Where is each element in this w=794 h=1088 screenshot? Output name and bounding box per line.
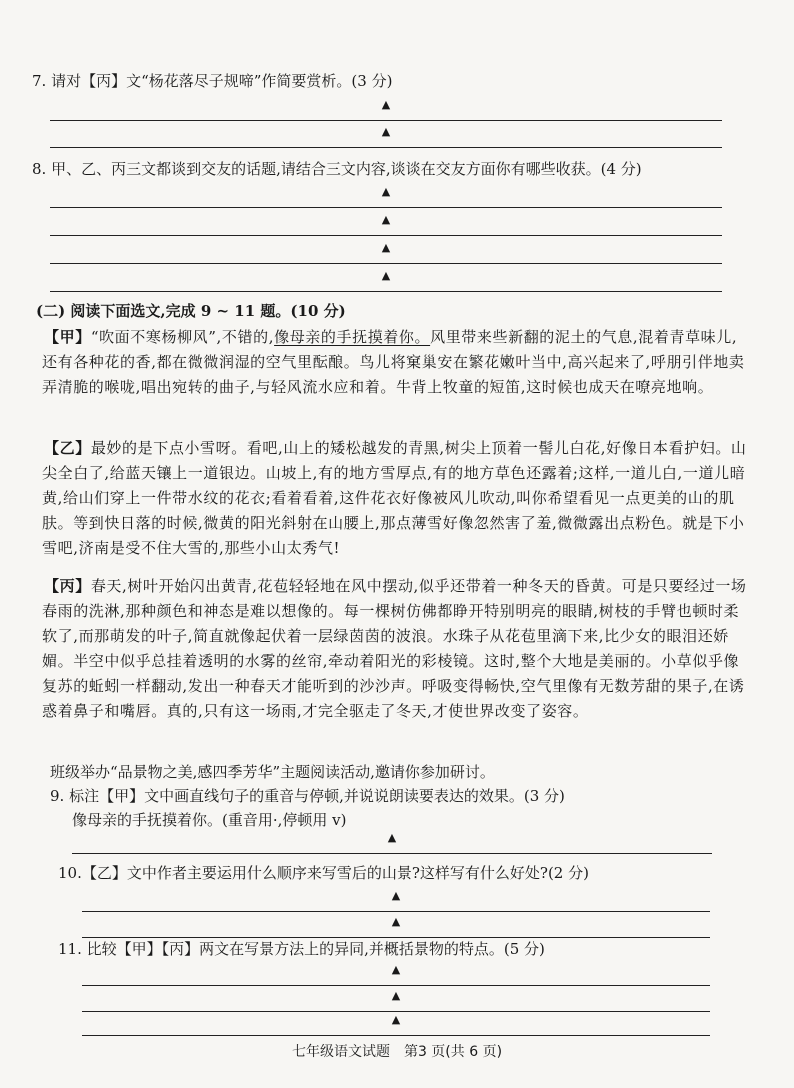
passage-text: 最妙的是下点小雪呀。看吧,山上的矮松越发的青黑,树尖上顶着一髻儿白花,好像日本看护妇。山尖全白了,给蓝天镶上一道银边。山坡上,有的地方雪厚点,有的地方草色还露着;这样,一道儿白,一道儿暗黄,给山们穿上一件带水纹的花衣;看着看着,这件花衣好像被风儿吹动,叫你希望看见一点更美的山的肌肤。等到快日落的时候,微黄的阳光斜射在山腰上,那点薄雪好像忽然害了羞,微微露出点粉色。就是下小雪吧,济南是受不住大雪的,那些小山太秀气! [42, 439, 747, 557]
passage-text: “吹面不寒杨柳风”,不错的, [90, 328, 275, 346]
answer-marker-icon: ▲ [387, 831, 397, 844]
answer-line[interactable] [50, 240, 722, 268]
section-title: (二) 阅读下面选文,完成 9 ~ 11 题。(10 分) [36, 302, 346, 320]
passage-jia [42, 325, 748, 425]
answer-marker-icon: ▲ [391, 889, 401, 902]
answer-line[interactable] [82, 962, 710, 990]
answer-line[interactable] [82, 1012, 710, 1040]
answer-line[interactable] [50, 124, 722, 152]
passage-yi [42, 436, 748, 566]
page-footer: 七年级语文试题 第3 页(共 6 页) [291, 1044, 503, 1060]
passage-text: 春天,树叶开始闪出黄青,花苞轻轻地在风中摆动,似乎还带着一种冬天的昏黄。可是只要经过一场春雨的洗淋,那种颜色和神态是难以想像的。每一棵树仿佛都睁开特别明亮的眼睛,树枝的手臂也顿时柔软了,而那萌发的叶子,简直就像起伏着一层绿茵茵的波浪。水珠子从花苞里滴下来,比少女的眼泪还娇媚。半空中似乎总挂着透明的水雾的丝帘,牵动着阳光的彩棱镜。这时,整个大地是美丽的。小草似乎像复苏的蚯蚓一样翻动,发出一种春天才能听到的沙沙声。呼吸变得畅快,空气里像有无数芳甜的果子,在诱惑着鼻子和嘴唇。真的,只有这一场雨,才完全驱走了冬天,才使世界改变了姿容。 [42, 577, 747, 720]
passage-bing [42, 574, 748, 758]
answer-marker-icon: ▲ [381, 213, 391, 226]
answer-line[interactable] [50, 97, 722, 125]
answer-line[interactable] [50, 184, 722, 212]
passage-tag: 【乙】 [44, 439, 91, 457]
answer-marker-icon: ▲ [381, 185, 391, 198]
answer-marker-icon: ▲ [391, 963, 401, 976]
answer-line[interactable] [72, 830, 712, 858]
question-7: 7. 请对【丙】文“杨花落尽子规啼”作简要赏析。(3 分) [32, 72, 393, 90]
answer-line[interactable] [82, 888, 710, 916]
answer-line[interactable] [50, 212, 722, 240]
activity-intro: 班级举办“品景物之美,感四季芳华”主题阅读活动,邀请你参加研讨。 [50, 763, 495, 781]
answer-marker-icon: ▲ [381, 241, 391, 254]
question-9-sentence: 像母亲的手抚摸着你。(重音用·,停顿用 v) [72, 811, 347, 829]
answer-marker-icon: ▲ [381, 125, 391, 138]
passage-tag: 【丙】 [44, 577, 91, 595]
question-9: 9. 标注【甲】文中画直线句子的重音与停顿,并说说朗读要表达的效果。(3 分) [50, 787, 565, 805]
answer-marker-icon: ▲ [381, 269, 391, 282]
passage-tag: 【甲】 [44, 328, 91, 346]
answer-marker-icon: ▲ [391, 989, 401, 1002]
answer-marker-icon: ▲ [381, 98, 391, 111]
answer-line[interactable] [50, 268, 722, 296]
answer-marker-icon: ▲ [391, 915, 401, 928]
answer-marker-icon: ▲ [391, 1013, 401, 1026]
question-10: 10.【乙】文中作者主要运用什么顺序来写雪后的山景?这样写有什么好处?(2 分) [58, 864, 589, 882]
question-8: 8. 甲、乙、丙三文都谈到交友的话题,请结合三文内容,谈谈在交友方面你有哪些收获。(4 分) [32, 160, 642, 178]
question-11: 11. 比较【甲】【丙】两文在写景方法上的异同,并概括景物的特点。(5 分) [58, 940, 545, 958]
underlined-sentence: 像母亲的手抚摸着你。 [274, 328, 431, 346]
passage-text: 风里带来些新翻的泥土的气息,混着青草味儿,还有各种花的香,都在微微润湿的空气里酝酿。鸟儿将窠巢安在繁花嫩叶当中,高兴起来了,呼朋引伴地卖弄清脆的喉咙,唱出宛转的曲子,与轻风流水应和着。牛背上牧童的短笛,这时候也成天在嘹亮地响。 [42, 328, 745, 396]
